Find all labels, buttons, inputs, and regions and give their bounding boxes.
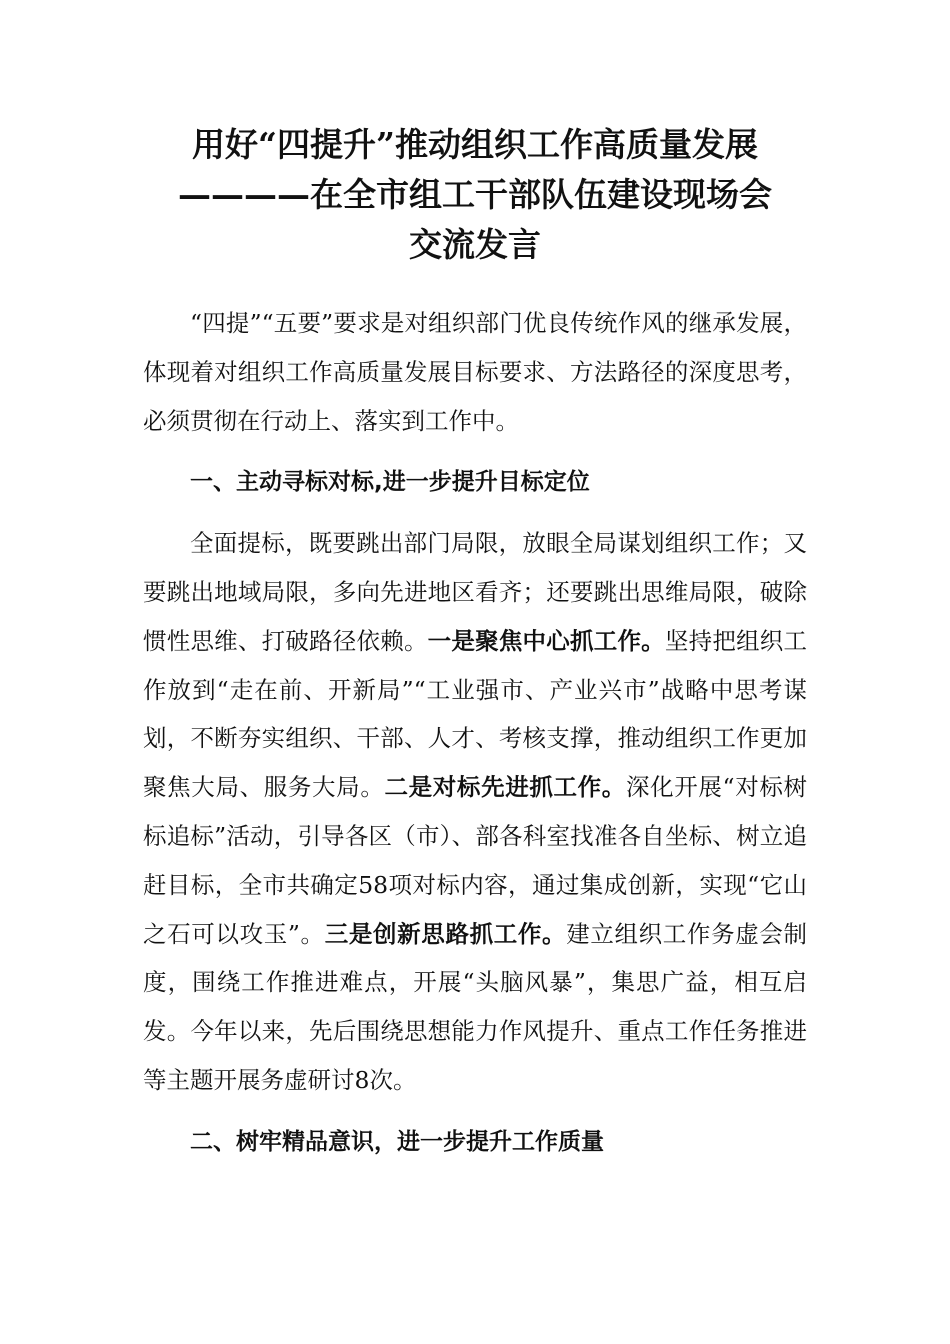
intro-paragraph: “四提”“五要”要求是对组织部门优良传统作风的继承发展，体现着对组织工作高质量发展目标要求、方法路径的深度思考，必须贯彻在行动上、落实到工作中。: [143, 309, 807, 435]
title-line-3: 交流发言: [409, 225, 541, 264]
document-page: [143, 120, 807, 1179]
section-1-paragraph: [143, 519, 807, 1105]
section-1-lead: 全面提标，既要跳出部门局限，放眼全局谋划组织工作；又要跳出地域局限，多向先进地区看齐；还要跳出思维局限，破除惯性思维、打破路径依赖。: [143, 529, 807, 655]
point-2-text: 深化开展“对标树标追标”活动，引导各区（市）、部各科室找准各自坐标、树立追赶目标，全市共确定58项对标内容，通过集成创新，实现“它山之石可以攻玉”。: [143, 773, 808, 948]
section-2-heading: 二、树牢精品意识，进一步提升工作质量: [190, 1128, 604, 1155]
title-line-2: ————在全市组工干部队伍建设现场会: [178, 175, 772, 214]
title-line-1: 用好“四提升”推动组织工作高质量发展: [192, 125, 758, 164]
point-1-title: 一是聚焦中心抓工作。: [427, 626, 665, 655]
point-3-title: 三是创新思路抓工作。: [324, 919, 567, 948]
point-2-title: 二是对标先进抓工作。: [384, 773, 626, 802]
point-1-text: 坚持把组织工作放到“走在前、开新局”“工业强市、产业兴市”战略中思考谋划，不断夯实组织、干部、人才、考核支撑，推动组织工作更加聚焦大局、服务大局。: [143, 626, 808, 802]
document-title: [143, 120, 807, 270]
point-3-text: 建立组织工作务虚会制度，围绕工作推进难点，开展“头脑风暴”，集思广益，相互启发。今年以来，先后围绕思想能力作风提升、重点工作任务推进等主题开展务虚研讨8次。: [143, 919, 808, 1094]
section-1-heading: 一、主动寻标对标,进一步提升目标定位: [190, 469, 590, 496]
